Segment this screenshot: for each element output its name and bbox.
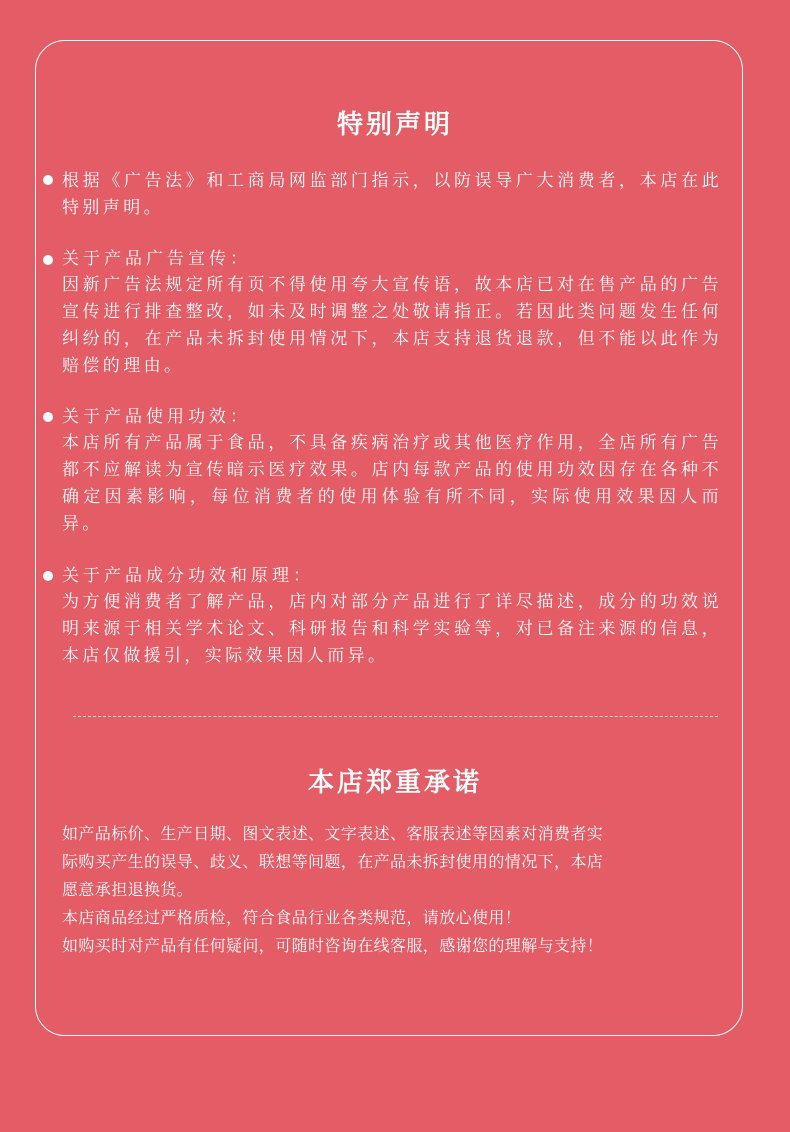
- intro-section: [62, 168, 722, 222]
- ingredient-text: 为方便消费者了解产品，店内对部分产品进行了详尽描述，成分的功效说明来源于相关学术论文、科研报告和科学实验等，对已备注来源的信息，本店仅做援引，实际效果因人而异。: [62, 592, 722, 666]
- promise-line: 际购买产生的误导、歧义、联想等间题，在产品未拆封使用的情况下，本店: [62, 852, 604, 871]
- ingredient-section: [62, 563, 722, 670]
- bullet-dot: [43, 412, 53, 422]
- promise-title: 本店郑重承诺: [307, 768, 482, 798]
- bullet-dot: [43, 255, 53, 265]
- efficacy-heading: 关于产品使用功效：: [62, 407, 251, 427]
- ingredient-heading: 关于产品成分功效和原理：: [62, 566, 314, 586]
- bullet-dot: [43, 175, 53, 185]
- promise-line: 本店商品经过严格质检，符合食品行业各类规范，请放心使用！: [62, 908, 522, 927]
- promise-line: 如购买时对产品有任何疑问，可随时咨询在线客服，感谢您的理解与支持！: [62, 936, 604, 955]
- ad-heading: 关于产品广告宣传：: [62, 249, 251, 269]
- ad-text: 因新广告法规定所有页不得使用夸大宣传语，故本店已对在售产品的广告宣传进行排查整改，如未及时调整之处敬请指正。若因此类问题发生任何纠纷的，在产品未拆封使用情况下，本店支持退货退款，但不能以此作为赔偿的理由。: [62, 275, 722, 376]
- promise-section: [62, 820, 722, 960]
- efficacy-section: [62, 404, 722, 538]
- bullet-dot: [43, 571, 53, 581]
- promise-line: 如产品标价、生产日期、图文表述、文字表述、客服表述等因素对消费者实: [62, 824, 604, 843]
- intro-text: 根据《广告法》和工商局网监部门指示，以防误导广大消费者，本店在此特别声明。: [62, 171, 722, 218]
- efficacy-text: 本店所有产品属于食品，不具备疾病治疗或其他医疗作用，全店所有广告都不应解读为宣传暗示医疗效果。店内每款产品的使用功效因存在各种不确定因素影响，每位消费者的使用体验有所不同，实际使用效果因人而异。: [62, 433, 722, 534]
- dashed-divider: [73, 716, 718, 717]
- ad-section: [62, 246, 722, 380]
- statement-title: 特别声明: [336, 110, 453, 140]
- promise-line: 愿意承担退换货。: [62, 880, 194, 899]
